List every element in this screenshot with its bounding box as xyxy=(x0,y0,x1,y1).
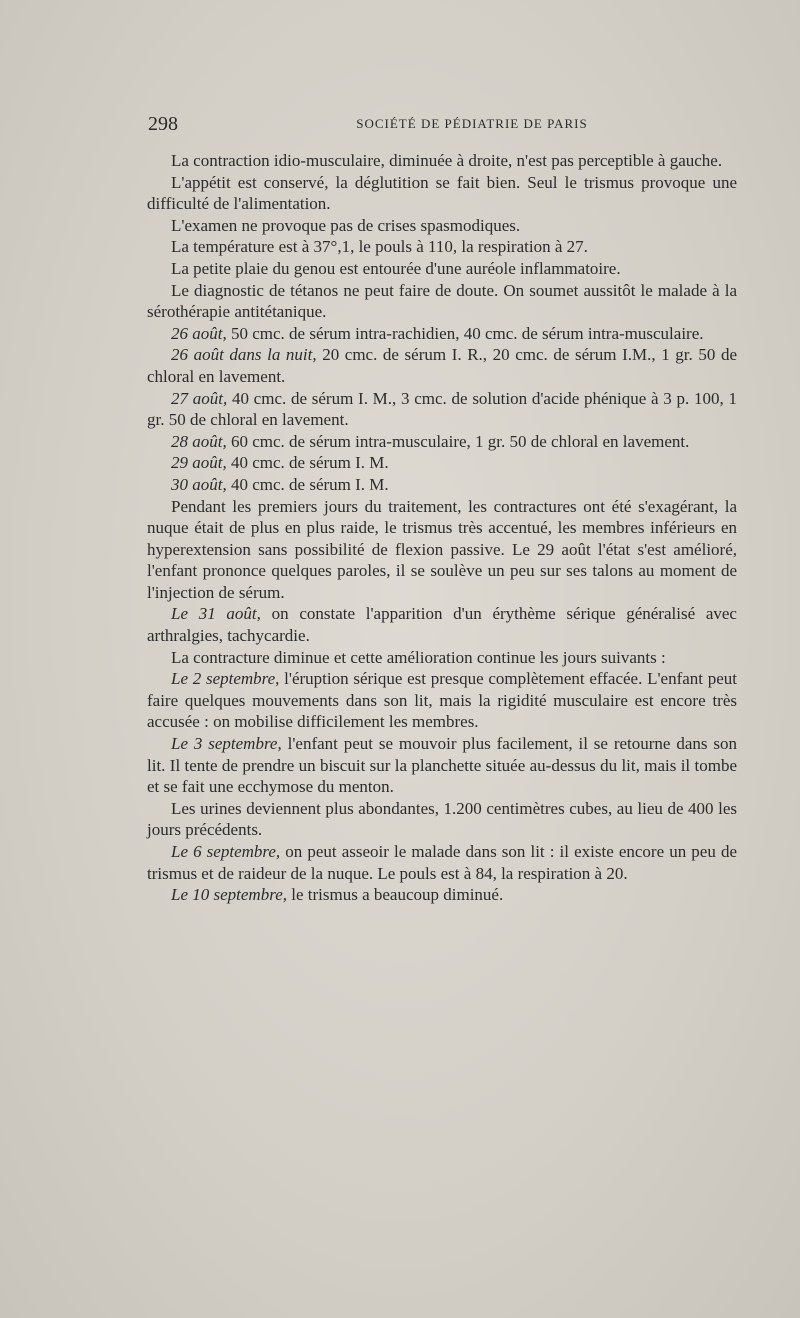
paragraph-text: La température est à 37°,1, le pouls à 110, la respiration à 27. xyxy=(171,237,588,257)
paragraph xyxy=(147,280,737,323)
paragraph xyxy=(147,344,737,387)
paragraph-text: le trismus a beaucoup diminué. xyxy=(287,885,504,905)
paragraph xyxy=(147,884,737,906)
paragraph-text: 40 cmc. de sérum I. M., 3 cmc. de solution d'acide phénique à 3 p. 100, 1 gr. 50 de chloral en lavement. xyxy=(147,388,738,430)
paragraph-text: l'éruption sérique est presque complètement effacée. L'enfant peut faire quelques mouvements dans son lit, mais la rigidité musculaire est encore très accusée : on mobilise difficilement les membres. xyxy=(147,669,737,732)
paragraph xyxy=(147,733,737,798)
paragraph-text: on peut asseoir le malade dans son lit : il existe encore un peu de trismus et de raideur de la nuque. Le pouls est à 84, la respiration à 20. xyxy=(147,842,737,883)
page-header xyxy=(148,113,736,137)
paragraph-text: l'enfant peut se mouvoir plus facilement, il se retourne dans son lit. Il tente de prendre un biscuit sur la planchette située au-dessus du lit, mais il tombe et se fait une ecchymose du menton. xyxy=(147,734,737,797)
paragraph-lead: 30 août, xyxy=(171,474,227,494)
paragraph-text: 40 cmc. de sérum I. M. xyxy=(226,453,389,473)
paragraph-text: Pendant les premiers jours du traitement, les contractures ont été s'exagérant, la nuque était de plus en plus raide, le trismus très accentué, les membres inférieurs en hyperextension sans possibilité de flexion passive. Le 29 août l'état s'est amélioré, l'enfant prononce quelques paroles, il se soulève un peu sur ses talons au moment de l'injection de sérum. xyxy=(147,496,737,602)
paragraph-text: Le diagnostic de tétanos ne peut faire de doute. On soumet aussitôt le malade à la sérothérapie antitétanique. xyxy=(147,280,737,322)
paragraph-lead: 28 août, xyxy=(171,431,227,451)
paragraph xyxy=(147,431,737,453)
paragraph xyxy=(147,258,737,280)
paragraph-text: 40 cmc. de sérum I. M. xyxy=(226,474,389,494)
paragraph xyxy=(147,668,737,733)
paragraph-lead: Le 31 août, xyxy=(171,604,261,624)
paragraph xyxy=(147,841,737,884)
paragraph xyxy=(147,236,737,258)
paragraph-lead: Le 3 septembre, xyxy=(171,734,282,754)
page-number: 298 xyxy=(148,113,178,135)
paragraph-lead: 27 août, xyxy=(171,388,228,408)
paragraph-lead: Le 6 septembre, xyxy=(171,842,281,861)
paragraph xyxy=(147,150,737,172)
paragraph xyxy=(147,452,737,474)
paragraph-text: on constate l'apparition d'un érythème sérique généralisé avec arthralgies, tachycardie. xyxy=(147,604,737,646)
paragraph-text: Les urines deviennent plus abondantes, 1.200 centimètres cubes, au lieu de 400 les jours précédents. xyxy=(147,798,737,840)
body-text xyxy=(147,150,737,906)
paragraph-text: La petite plaie du genou est entourée d'une auréole inflammatoire. xyxy=(171,258,621,278)
paragraph xyxy=(147,647,737,669)
paragraph xyxy=(147,215,737,237)
paragraph-lead: 26 août dans la nuit, xyxy=(171,345,317,365)
paragraph-lead: 26 août, xyxy=(171,323,227,343)
paragraph xyxy=(147,323,737,345)
paragraph-lead: Le 10 septembre, xyxy=(171,885,287,905)
paragraph xyxy=(147,474,737,496)
paragraph xyxy=(147,496,737,604)
paragraph-text: L'examen ne provoque pas de crises spasmodiques. xyxy=(171,215,521,235)
paragraph-lead: Le 2 septembre, xyxy=(171,669,280,689)
paragraph-text: L'appétit est conservé, la déglutition se fait bien. Seul le trismus provoque une difficulté de l'alimentation. xyxy=(147,172,737,214)
paragraph-text: La contraction idio-musculaire, diminuée à droite, n'est pas perceptible à gauche. xyxy=(171,151,723,170)
paragraph-lead: 29 août, xyxy=(171,453,227,473)
running-title: SOCIÉTÉ DE PÉDIATRIE DE PARIS xyxy=(356,116,588,131)
paragraph xyxy=(147,603,737,646)
paragraph xyxy=(147,798,737,841)
paragraph-text: 20 cmc. de sérum I. R., 20 cmc. de sérum I.M., 1 gr. 50 de chloral en lavement. xyxy=(147,345,737,386)
paragraph xyxy=(147,172,737,215)
paragraph-text: 50 cmc. de sérum intra-rachidien, 40 cmc. de sérum intra-musculaire. xyxy=(226,323,704,343)
paragraph-text: 60 cmc. de sérum intra-musculaire, 1 gr. 50 de chloral en lavement. xyxy=(226,431,690,451)
paragraph xyxy=(147,388,737,431)
paragraph-text: La contracture diminue et cette amélioration continue les jours suivants : xyxy=(171,647,666,667)
